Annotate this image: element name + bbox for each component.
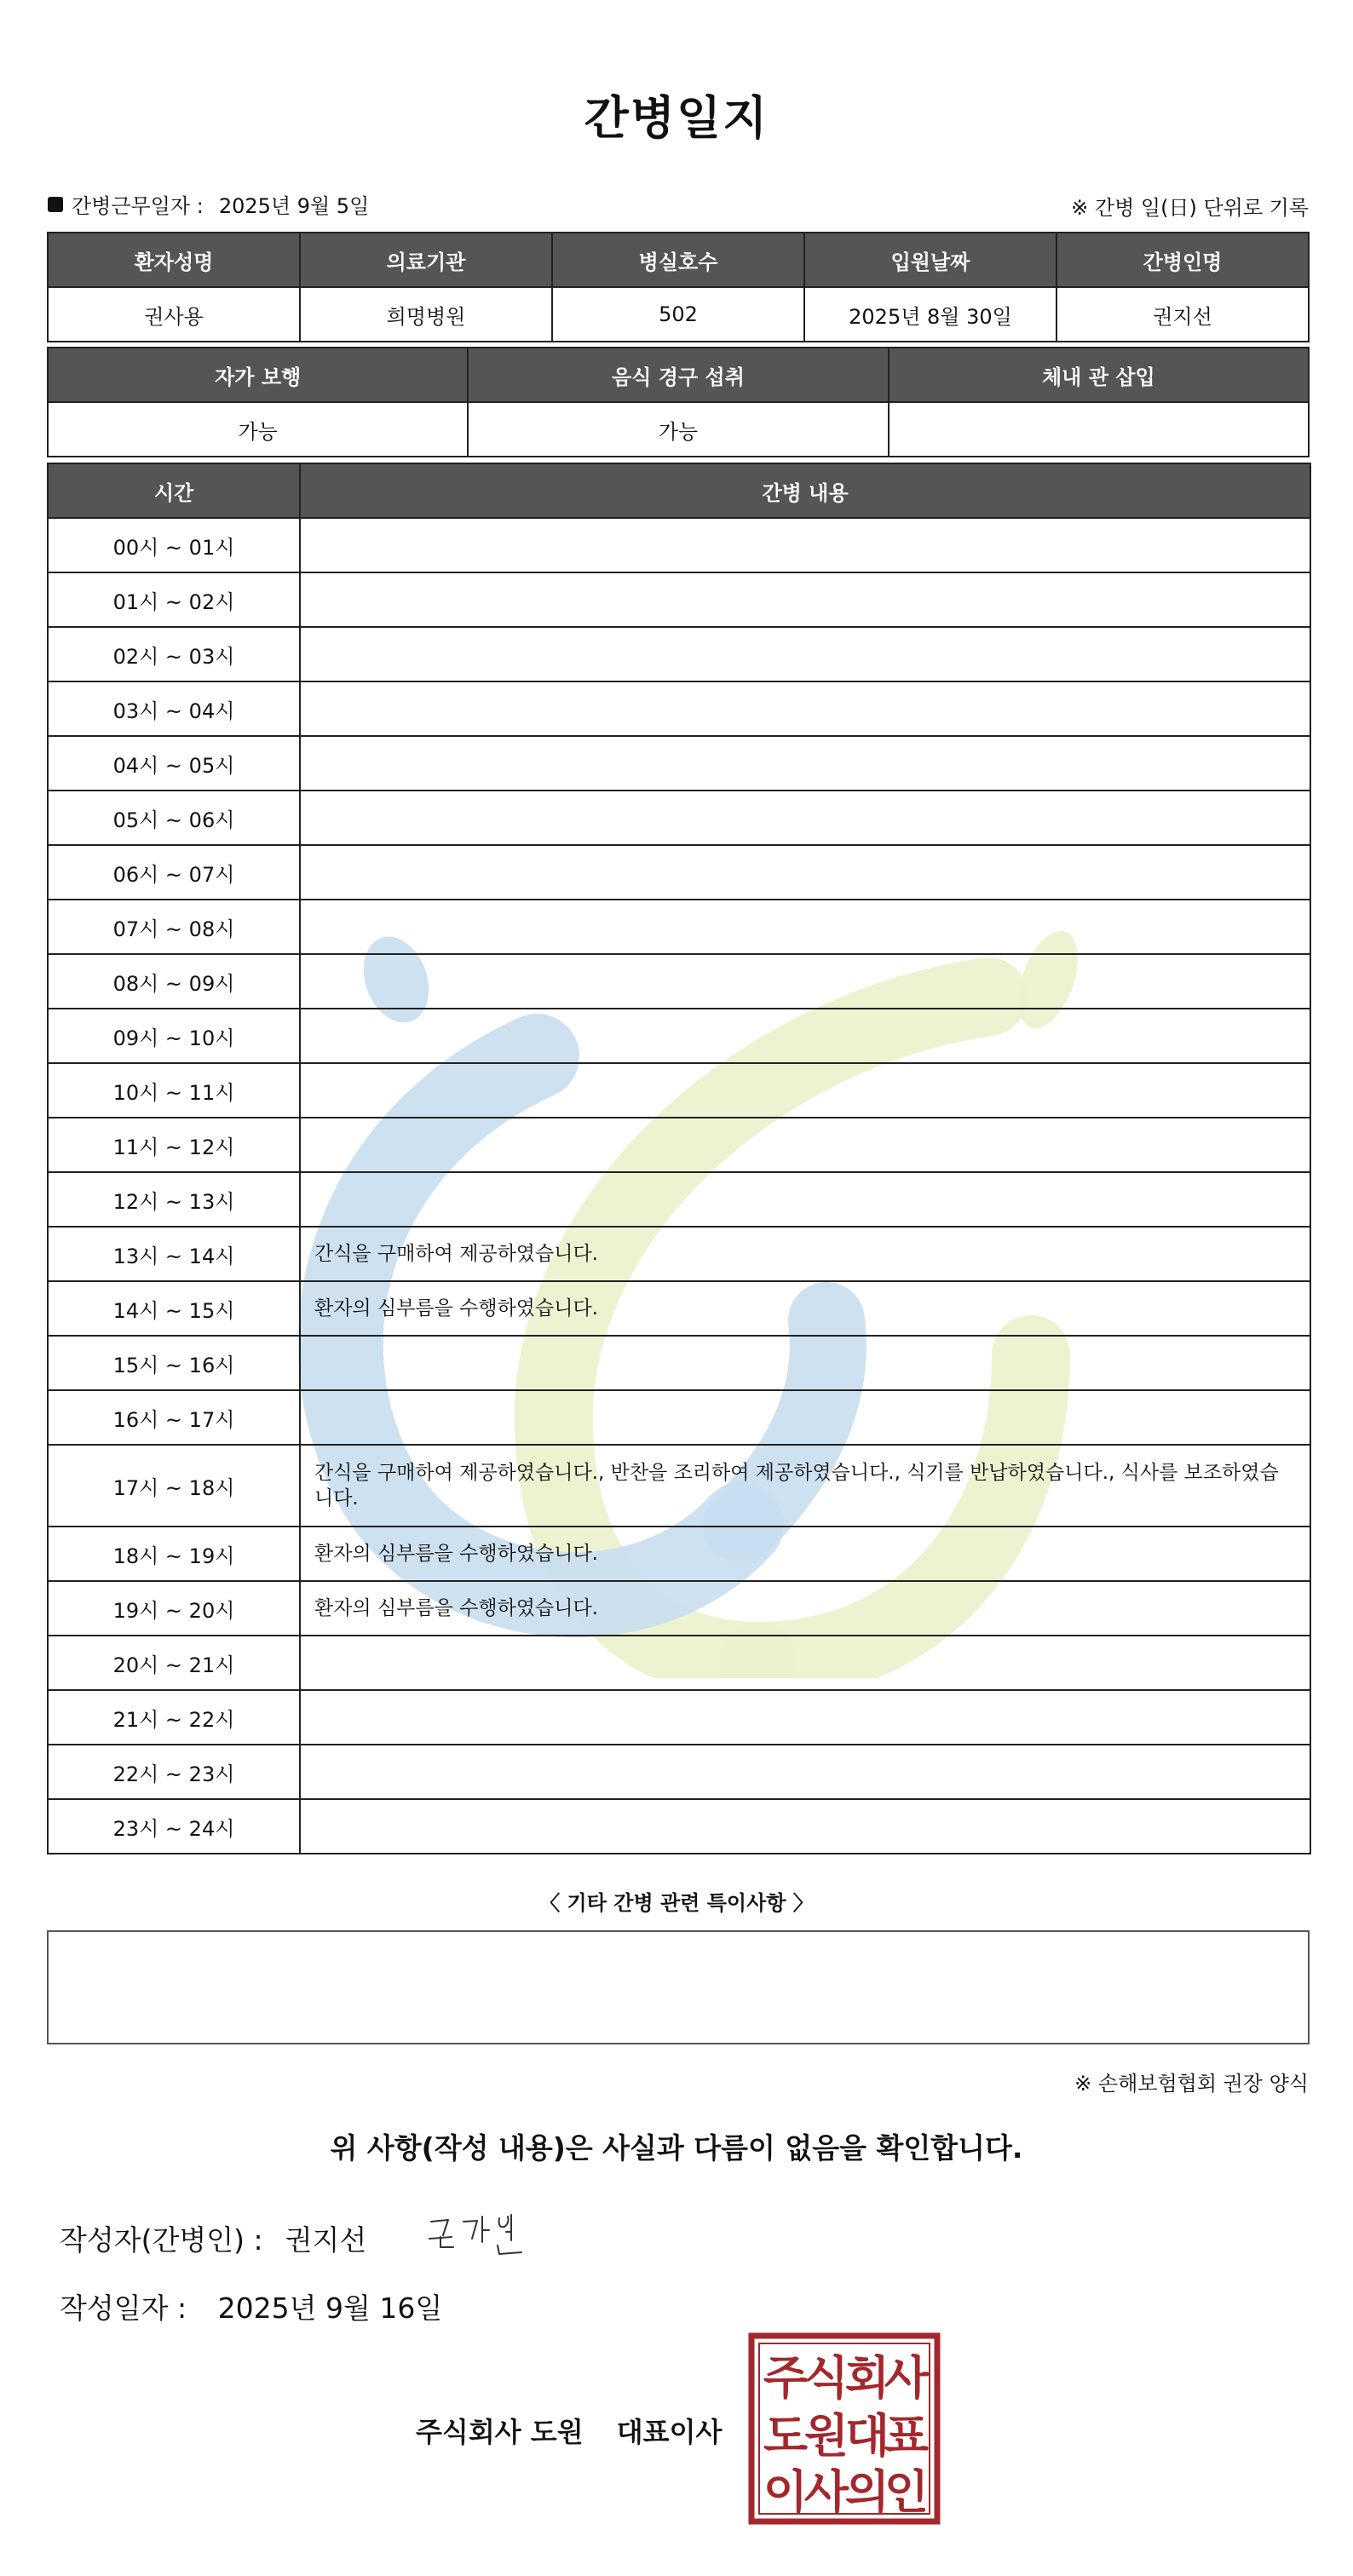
writer-row (60, 2218, 366, 2258)
log-content (300, 1690, 1310, 1745)
log-row (48, 900, 1310, 954)
log-row (48, 1636, 1310, 1690)
svg-text:도: 도 (763, 2409, 809, 2463)
company-line (416, 2411, 722, 2450)
condition-header-row (48, 348, 1309, 402)
written-date-value: 2025년 9월 16일 (217, 2291, 443, 2325)
company-rep-title: 대표이사 (616, 2416, 723, 2448)
log-time: 08시 ~ 09시 (48, 954, 300, 1009)
patient-value-row (48, 287, 1309, 342)
log-row (48, 954, 1310, 1009)
log-row (48, 1063, 1310, 1118)
log-content (300, 627, 1310, 681)
col-walking: 자가 보행 (48, 348, 468, 402)
col-care-content: 간병 내용 (300, 463, 1310, 518)
log-row (48, 1527, 1310, 1581)
log-time: 20시 ~ 21시 (48, 1636, 300, 1690)
record-unit-note: ※ 간병 일(日) 단위로 기록 (1071, 196, 1309, 220)
log-time: 03시 ~ 04시 (48, 681, 300, 736)
log-time: 13시 ~ 14시 (48, 1227, 300, 1281)
hospital-name: 희명병원 (300, 287, 552, 342)
log-content (300, 572, 1310, 627)
log-time: 19시 ~ 20시 (48, 1581, 300, 1636)
log-time: 23시 ~ 24시 (48, 1799, 300, 1854)
log-time: 07시 ~ 08시 (48, 900, 300, 954)
log-content (300, 845, 1310, 900)
log-content (300, 518, 1310, 572)
log-content (300, 681, 1310, 736)
svg-text:회: 회 (844, 2351, 890, 2405)
bullet-square-icon (48, 197, 63, 212)
log-time: 18시 ~ 19시 (48, 1527, 300, 1581)
log-time: 10시 ~ 11시 (48, 1063, 300, 1118)
svg-text:인: 인 (884, 2465, 930, 2519)
col-patient-name: 환자성명 (48, 233, 300, 287)
svg-text:대: 대 (844, 2409, 890, 2463)
written-date-label: 작성일자 : (60, 2291, 187, 2325)
recommend-note: ※ 손해보험협회 권장 양식 (1074, 2072, 1309, 2096)
log-time: 16시 ~ 17시 (48, 1390, 300, 1445)
log-row (48, 845, 1310, 900)
log-time: 00시 ~ 01시 (48, 518, 300, 572)
page-title: 간병일지 (584, 91, 769, 145)
svg-text:사: 사 (884, 2351, 930, 2405)
patient-header-row (48, 233, 1309, 287)
col-room: 병실호수 (552, 233, 804, 287)
svg-text:표: 표 (884, 2409, 930, 2463)
log-time: 05시 ~ 06시 (48, 791, 300, 845)
oral-intake-value: 가능 (468, 402, 888, 457)
work-date-label: 간병근무일자 : (72, 194, 204, 218)
log-content: 환자의 심부름을 수행하였습니다. (300, 1527, 1310, 1581)
log-row (48, 1690, 1310, 1745)
log-row (48, 1118, 1310, 1172)
log-row (48, 736, 1310, 791)
col-admission-date: 입원날짜 (804, 233, 1056, 287)
log-content (300, 1009, 1310, 1063)
notes-box (47, 1930, 1310, 2044)
writer-label: 작성자(간병인) : (60, 2223, 263, 2257)
log-row (48, 1445, 1310, 1527)
log-content (300, 954, 1310, 1009)
log-content: 환자의 심부름을 수행하였습니다. (300, 1281, 1310, 1336)
svg-text:원: 원 (803, 2409, 849, 2463)
col-tube-insertion: 체내 관 삽입 (889, 348, 1309, 402)
notes-title: 〈 기타 간병 관련 특이사항 〉 (539, 1891, 814, 1915)
log-content (300, 900, 1310, 954)
log-time: 14시 ~ 15시 (48, 1281, 300, 1336)
log-time: 01시 ~ 02시 (48, 572, 300, 627)
log-content: 간식을 구매하여 제공하였습니다. (300, 1227, 1310, 1281)
confirm-statement: 위 사항(작성 내용)은 사실과 다름이 없음을 확인합니다. (330, 2131, 1023, 2165)
patient-name: 권사용 (48, 287, 300, 342)
log-time: 12시 ~ 13시 (48, 1172, 300, 1227)
col-hospital: 의료기관 (300, 233, 552, 287)
log-row (48, 1390, 1310, 1445)
svg-text:사: 사 (803, 2465, 849, 2519)
log-row (48, 627, 1310, 681)
log-time: 09시 ~ 10시 (48, 1009, 300, 1063)
log-time: 22시 ~ 23시 (48, 1745, 300, 1799)
svg-text:이: 이 (763, 2465, 809, 2519)
tube-insertion-value (889, 402, 1309, 457)
log-row (48, 1281, 1310, 1336)
svg-text:식: 식 (803, 2351, 849, 2405)
log-row (48, 791, 1310, 845)
company-seal-icon (748, 2332, 941, 2525)
log-time: 02시 ~ 03시 (48, 627, 300, 681)
log-content (300, 1336, 1310, 1390)
log-content (300, 791, 1310, 845)
col-time: 시간 (48, 463, 300, 518)
log-time: 15시 ~ 16시 (48, 1336, 300, 1390)
log-row (48, 572, 1310, 627)
col-caregiver: 간병인명 (1056, 233, 1309, 287)
log-time: 21시 ~ 22시 (48, 1690, 300, 1745)
log-row (48, 1009, 1310, 1063)
log-time: 11시 ~ 12시 (48, 1118, 300, 1172)
log-content (300, 1063, 1310, 1118)
handwritten-signature-icon (426, 2210, 528, 2261)
condition-table (47, 347, 1310, 457)
col-oral-intake: 음식 경구 섭취 (468, 348, 888, 402)
log-time: 04시 ~ 05시 (48, 736, 300, 791)
log-content: 환자의 심부름을 수행하였습니다. (300, 1581, 1310, 1636)
log-row (48, 518, 1310, 572)
log-content (300, 1118, 1310, 1172)
walking-value: 가능 (48, 402, 468, 457)
written-date-row (60, 2286, 442, 2326)
work-date-row (48, 189, 369, 219)
log-time: 06시 ~ 07시 (48, 845, 300, 900)
log-time: 17시 ~ 18시 (48, 1445, 300, 1527)
log-header-row (48, 463, 1310, 518)
writer-name: 권지선 (285, 2223, 367, 2257)
work-date-value: 2025년 9월 5일 (218, 194, 370, 218)
log-row (48, 1799, 1310, 1854)
hourly-log-table (47, 463, 1311, 1854)
log-rows (48, 518, 1310, 1854)
caregiver-name: 권지선 (1056, 287, 1309, 342)
log-row (48, 1172, 1310, 1227)
condition-value-row (48, 402, 1309, 457)
log-row (48, 1336, 1310, 1390)
patient-info-table (47, 232, 1310, 342)
svg-text:주: 주 (763, 2351, 809, 2405)
log-content (300, 1172, 1310, 1227)
room-number: 502 (552, 287, 804, 342)
svg-text:의: 의 (844, 2465, 890, 2519)
log-row (48, 1581, 1310, 1636)
log-content (300, 1390, 1310, 1445)
log-row (48, 1745, 1310, 1799)
log-content: 간식을 구매하여 제공하였습니다., 반찬을 조리하여 제공하였습니다., 식기를 반납하였습니다., 식사를 보조하였습니다. (300, 1445, 1310, 1527)
log-content (300, 1745, 1310, 1799)
log-content (300, 736, 1310, 791)
log-row (48, 1227, 1310, 1281)
log-content (300, 1636, 1310, 1690)
log-content (300, 1799, 1310, 1854)
log-row (48, 681, 1310, 736)
company-name: 주식회사 도원 (416, 2416, 584, 2448)
admission-date: 2025년 8월 30일 (804, 287, 1056, 342)
